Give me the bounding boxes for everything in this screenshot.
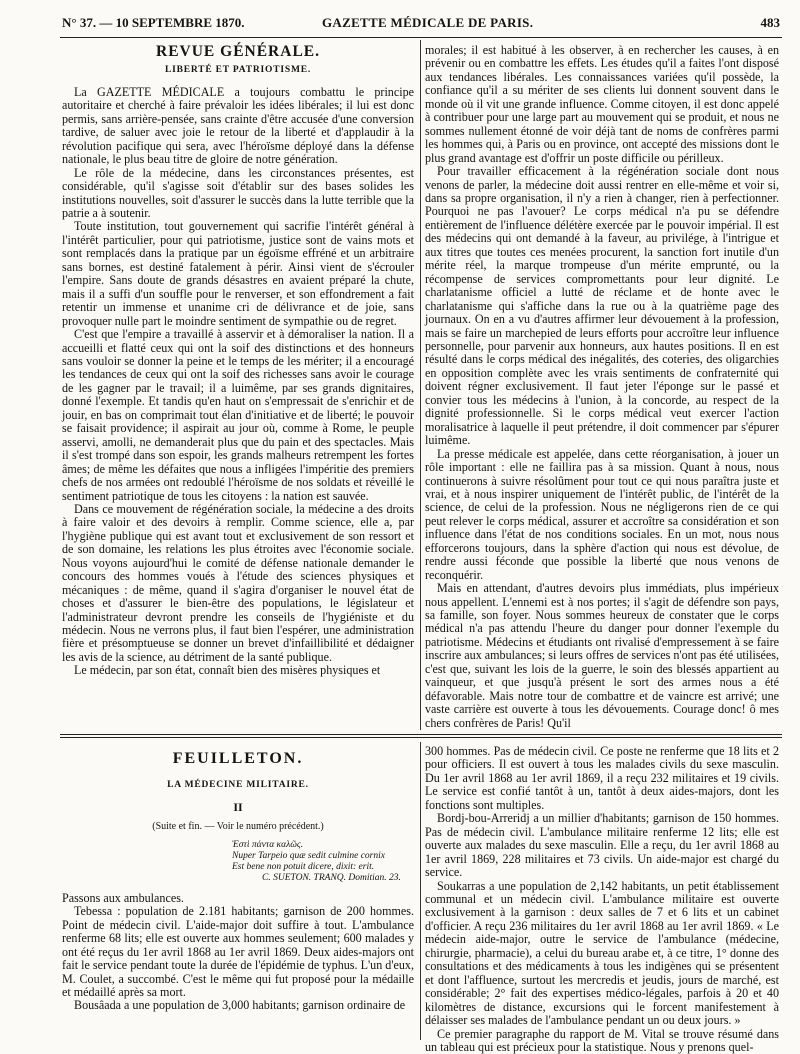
revue-paragraph: Toute institution, tout gouvernement qui sacrifie l'intérêt général à l'intérêt particulier, pour qui patriotisme, justice sont de vains mots et sont remplacés dans la pratique par un égoïsme effréné et un arbitraire sans bornes, est destiné fatalement à périr. Ainsi vient de s'écrouler l'empire. Sans doute de grands désastres en avaient préparé la chute, mais il a suffi d'un souffle pour le renverser, et son effondrement a fait retentir un immense et unanime cri de délivrance et de joie, sans provoquer nulle part le moindre sentiment de sympathie ou de regret. [62, 219, 414, 328]
feuilleton-paragraph: Passons aux ambulances. [62, 890, 184, 905]
feuilleton-paragraph: Bordj-bou-Arreridj a un millier d'habitants; garnison de 150 hommes. Pas de médecin civil. L'ambulance militaire renferme 12 lits; elle est ouverte aux malades du sexe masculin. Elle a reçu, du 1er avril 1868 au 1er avril 1869, 228 militaires et 73 civils. Un aide-major est chargé du service. [425, 811, 779, 880]
feuilleton-section-number: II [233, 799, 243, 814]
revue-paragraph: La presse médicale est appelée, dans cette réorganisation, à jouer un rôle important : elle ne faillira pas à sa mission. Quant à nous, nous continuerons à suivre résolûment pour tout ce qui nous paraîtra juste et vrai, et à nous inspirer uniquement de l'intérêt public, de l'intérêt de la science, de celui de la profession. Nous ne négligerons rien de ce qui peut relever le corps médical, assurer et accroître sa considération et son influence dans l'état de nos conditions sociales. En un mot, nous nous efforcerons toujours, dans la sphère d'action qui nous est dévolue, de rendre aussi féconde que possible la liberté que nous venons de reconquérir. [425, 446, 779, 582]
feuilleton-continuation: (Suite et fin. — Voir le numéro précédent.) [152, 821, 324, 833]
revue-paragraph: Pour travailler efficacement à la régénération sociale dont nous venons de parler, la médecine doit aussi rentrer en elle-même et voir si, dans sa propre organisation, il n'y a rien à changer, rien à perfectionner. Pourquoi ne pas l'avouer? Le corps médical n'a pu se défendre entièrement de l'influence délétère exercée par le pouvoir impérial. Il est des médecins qui ont demandé à la faveur, au privilége, à l'intrigue et aux titres que toutes ces menées procurent, la sanction fort inutile d'un mérite réel, la marque trompeuse d'un mérite emprunté, ou la récompense de services compromettants pour leur dignité. Le charlatanisme officiel a lutté de réclame et de honte avec le charlatanisme qui s'affiche dans la rue ou à la quatrième page des journaux. On en a vu d'autres affirmer leur dévouement à la profession, mais se faire un marchepied de leurs efforts pour accroître leur influence personnelle, pour parvenir aux honneurs, aux hautes positions. Il en est résulté dans le corps médical des inégalités, des coteries, des oligarchies en opposition complète avec les vrais sentiments de confraternité qui doivent régner exclusivement. Il faut jeter l'éponge sur le passé et convier tous les médecins à l'union, à la concorde, au respect de la dignité professionnelle. Si le corps médical veut exercer l'action moralisatrice à laquelle il peut prétendre, il doit commencer par s'épurer luimême. [425, 164, 779, 448]
feuilleton-paragraph: Bousâada a une population de 3,000 habitants; garnison ordinaire de [74, 998, 406, 1013]
journal-title: GAZETTE MÉDICALE DE PARIS. [322, 15, 534, 30]
epigraph [232, 840, 414, 884]
epigraph-line: C. SUETON. TRANQ. Domitian. 23. [262, 872, 401, 883]
page-header [62, 13, 780, 35]
revue-subtitle: LIBERTÉ ET PATRIOTISME. [164, 65, 312, 76]
page-number: 483 [760, 15, 780, 30]
revue-title: REVUE GÉNÉRALE. [156, 43, 320, 60]
epigraph-line: Ἐστὶ πάντα καλῶς. [232, 839, 304, 850]
feuilleton-rule-top [60, 734, 782, 735]
feuilleton-subtitle: LA MÉDECINE MILITAIRE. [167, 780, 309, 791]
feuilleton-paragraph: Ce premier paragraphe du rapport de M. Vital se trouve résumé dans un tableau qui est précieux pour la statistique. Nous y prenons quel- [425, 1026, 779, 1054]
revue-paragraph: Le médecin, par son état, connaît bien des misères physiques et [74, 663, 381, 678]
revue-paragraph: C'est que l'empire a travaillé à asservir et à démoraliser la nation. Il a accueilli et flatté ceux qui ont la soif des distinctions et des honneurs sans vouloir se donner la peine et le temps de les mériter; il a encouragé les tendances de ceux qui ont la soif des richesses sans avoir le courage de les gagner par le travail; il a luimême, par ses grands dignitaires, donné l'exemple. Et tandis qu'en haut on s'empressait de s'enrichir et de jouir, en bas on comprimait tout élan d'initiative et de liberté; le pouvoir se faisait providence; il aspirait au jour où, comme à Rome, le peuple asservi, amolli, ne demanderait plus que du pain et des spectacles. Mais il s'est trompé dans son espoir, les grands malheurs retrempent les fortes âmes; de même les défaites que nous a infligées l'impéritie des premiers chefs de nos armées ont redoublé l'héroïsme de nos soldats et réveillé le sentiment patriotique de tous les citoyens : la nation est sauvée. [62, 327, 414, 503]
feuilleton-paragraph: Soukarras a une population de 2,142 habitants, un petit établissement communal et un médecin civil. L'ambulance militaire est ouverte exclusivement à la garnison : deux salles de 7 et 6 lits et un cabinet d'officier. A reçu 236 militaires du 1er avril 1868 au 1er avril 1869. « Le médecin aide-major, outre le service de l'ambulance (médecine, chirurgie, pharmacie), a celui du bureau arabe et, à ce titre, 1° donne des consultations et des médicaments à tous les indigènes qui se présentent et dont l'affluence, surtout les mercredis et jeudis, jours de marché, est considérable; 2° fait des expertises médico-légales, parfois à 20 et 40 kilomètres de distance, excursions qui le forcent manifestement à délaisser ses malades de l'ambulance pendant un ou deux jours. » [425, 878, 779, 1028]
feuilleton-column-divider [420, 742, 421, 1040]
feuilleton-right-column [425, 745, 779, 1054]
feuilleton-left-column [62, 742, 414, 1013]
feuilleton-paragraph: 300 hommes. Pas de médecin civil. Ce poste ne renferme que 18 lits et 2 pour officiers. Il est ouvert à tous les malades civils du sexe masculin. Du 1er avril 1868 au 1er avril 1869, il a reçu 232 militaires et 19 civils. Le service est confié tantôt à un, tantôt à deux aides-majors, dont les fonctions sont multiples. [425, 744, 779, 812]
epigraph-line: Nuper Tarpeio quæ sedit culmine cornix [232, 850, 385, 861]
revue-paragraph: Le rôle de la médecine, dans les circonstances présentes, est considérable, qu'il s'agisse soit d'établir sur des bases solides les institutions nouvelles, soit d'assurer le succès dans la lutte terrible que la patrie a à soutenir. [62, 165, 414, 220]
revue-paragraph: Mais en attendant, d'autres devoirs plus immédiats, plus impérieux nous appellent. L'ennemi est à nos portes; il s'agit de défendre son pays, sa famille, son foyer. Nous sommes heureux de constater que le corps médical n'a pas attendu l'heure du danger pour donner l'exemple du patriotisme. Médecins et étudiants ont rivalisé d'empressement à se faire inscrire aux ambulances; si leurs offres de services n'ont pas été utilisées, c'est que, suivant les lois de la guerre, le soin des blessés appartient au vainqueur, et que jusqu'à présent le sort des armes nous a été défavorable. Mais notre tour de combattre et de vaincre est arrivé; une vaste carrière est ouverte à tous les dévouements. Courage donc! ô mes chers confrères de Paris! Qu'il [425, 581, 779, 730]
feuilleton-paragraph: Tebessa : population de 2.181 habitants; garnison de 200 hommes. Point de médecin civil. L'aide-major doit suffire à tout. L'ambulance renferme 68 lits; elle est ouverte aux hommes seulement; 600 malades y ont été reçus du 1er avril 1868 au 1er avril 1869. Deux aides-majors ont fait le service pendant toute la durée de l'épidémie de typhus. L'un d'eux, M. Coulet, a succombé. C'est le même qui fut proposé pour la médaille et médaillé après sa mort. [62, 904, 414, 999]
feuilleton-rule-bottom [60, 737, 782, 738]
feuilleton-title: FEUILLETON. [172, 750, 304, 767]
header-rule [60, 37, 782, 38]
revue-right-column [425, 44, 779, 730]
revue-left-column [62, 40, 414, 678]
epigraph-line: Est bene non potuit dicere, dixit: erit. [232, 861, 375, 872]
issue-number: N° 37. — 10 SEPTEMBRE 1870. [62, 15, 245, 30]
column-divider [420, 40, 421, 730]
revue-paragraph: Dans ce mouvement de régénération sociale, la médecine a des droits à faire valoir et des devoirs à remplir. Comme science, elle a, par l'hygiène publique qui est avant tout et exclusivement de son ressort et de son domaine, les relations les plus étroites avec l'économie sociale. Nous voyons aujourd'hui le comité de défense nationale demander le concours des hommes voués à l'étude des sciences physiques et mécaniques : de même, quand il s'agira d'organiser le nouvel état de choses et d'assurer le bien-être des populations, le législateur et l'administrateur devront prendre les conseils de l'hygiéniste et du médecin. Nous ne verrons plus, il faut bien l'espérer, une administration fière et présomptueuse se donner un brevet d'infaillibilité et dédaigner les avis de la science, au détriment de la santé publique. [62, 501, 414, 664]
revue-paragraph: morales; il est habitué à les observer, à en rechercher les causes, à en prévenir ou en combattre les effets. Les études qu'il a faites l'ont disposé aux tendances libérales. Les connaissances variées qu'il possède, la confiance qu'il a su mériter de ses clients lui donnent souvent dans le monde où il vit une grande influence. Comme citoyen, il est donc appelé à contribuer pour une large part au mouvement qui se produit, et nous ne sommes nullement étonné de voir déjà tant de noms de confrères parmi les hommes qui, à Paris ou en province, ont accepté des missions dont le plus grand avantage est d'offrir un poste difficile ou périlleux. [425, 43, 779, 165]
revue-paragraph: La GAZETTE MÉDICALE a toujours combattu le principe autoritaire et cherché à faire prévaloir les idées libérales; il lui est donc permis, sans arrière-pensée, sans crainte d'être accusée d'une conversion tardive, de saluer avec joie le retour de la liberté et d'applaudir à la révolution pacifique qui sera, avec l'héroïsme déployé dans la défense nationale, le plus beau titre de gloire de notre génération. [62, 84, 414, 167]
